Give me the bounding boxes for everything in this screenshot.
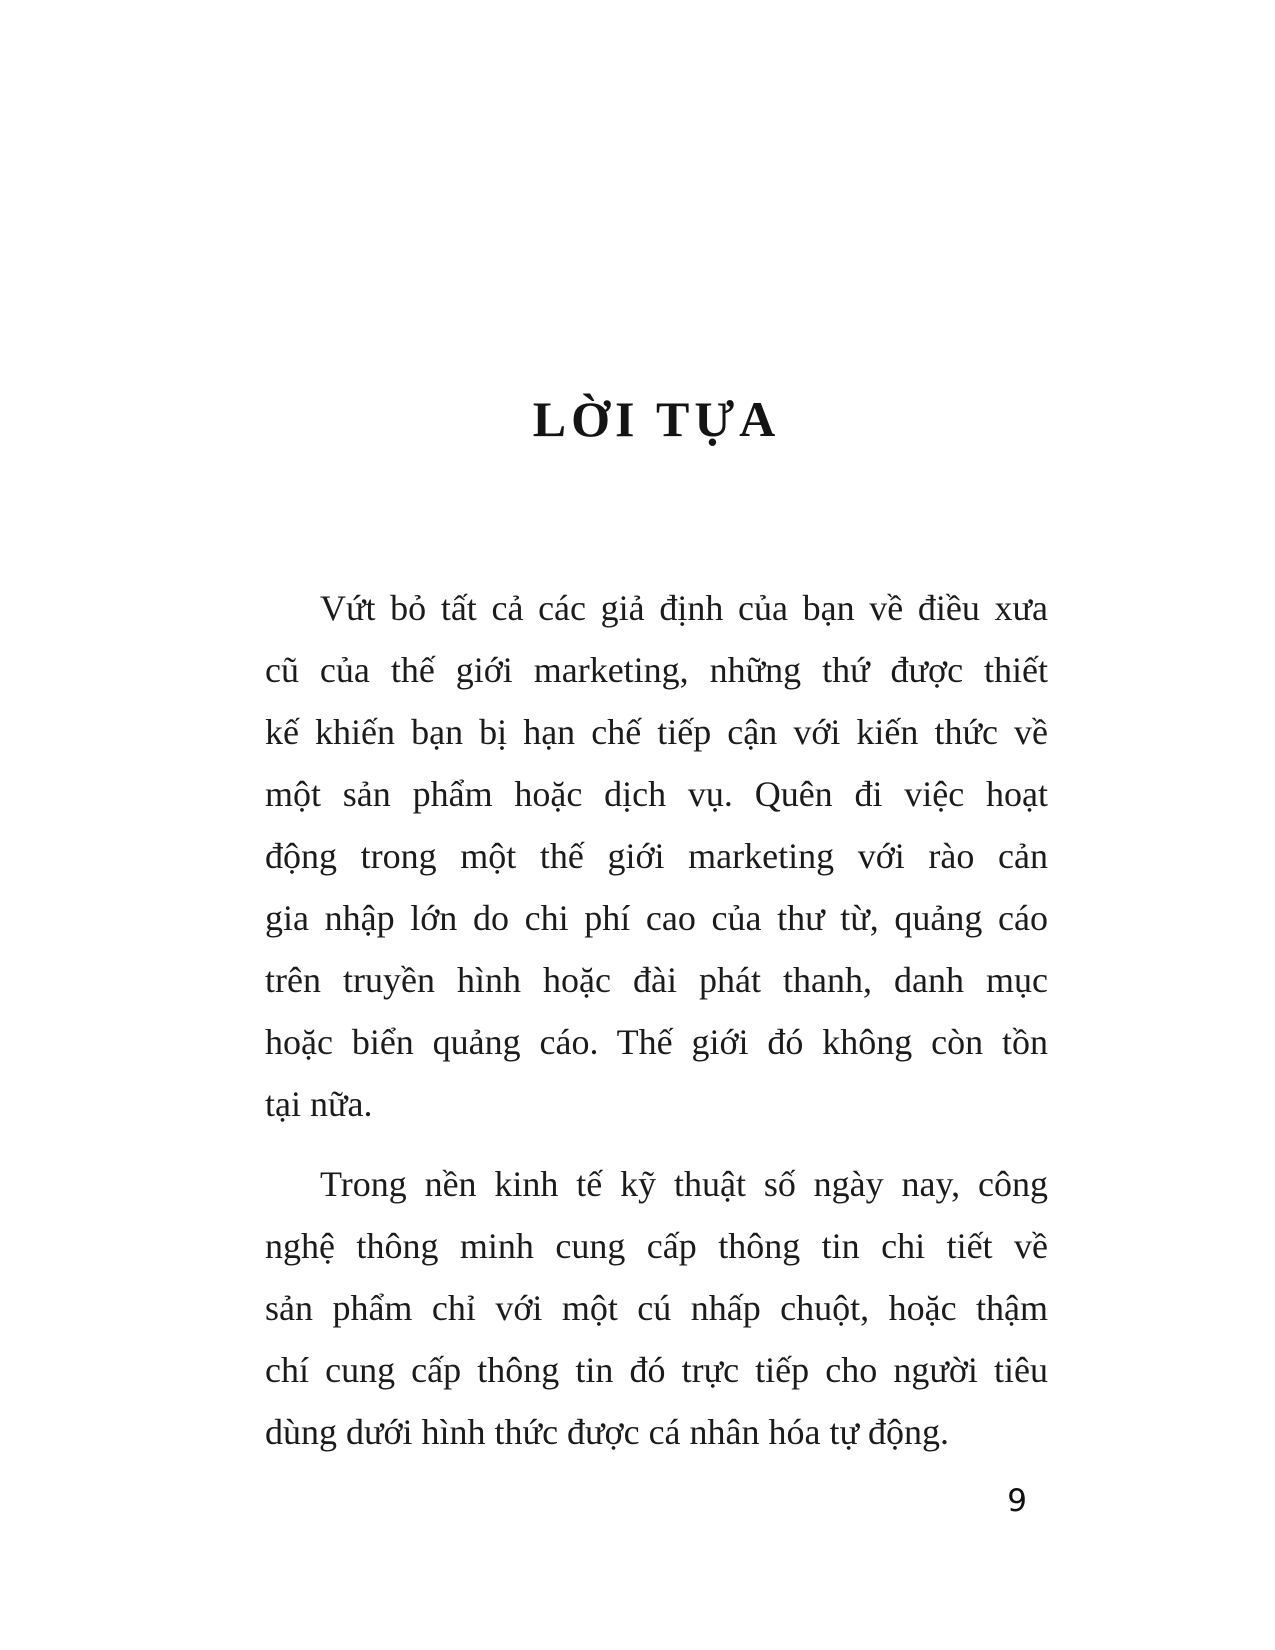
text-line: một sản phẩm hoặc dịch vụ. Quên đi việc hoạt — [265, 774, 1048, 814]
paragraph — [265, 1153, 1048, 1463]
text-line: chí cung cấp thông tin đó trực tiếp cho người tiêu — [265, 1350, 1048, 1390]
text-line: Trong nền kinh tế kỹ thuật số ngày nay, công — [320, 1164, 1048, 1204]
text-line: trên truyền hình hoặc đài phát thanh, danh mục — [265, 960, 1048, 1000]
paragraph — [265, 577, 1048, 1135]
text-line: dùng dưới hình thức được cá nhân hóa tự động. — [265, 1412, 949, 1452]
text-line: động trong một thế giới marketing với rào cản — [265, 836, 1048, 876]
chapter-title: LỜI TỰA — [532, 391, 781, 447]
text-line: kế khiến bạn bị hạn chế tiếp cận với kiến thức về — [265, 712, 1048, 752]
text-line: hoặc biển quảng cáo. Thế giới đó không còn tồn — [265, 1022, 1048, 1062]
body-text — [265, 577, 1048, 1481]
text-line: nghệ thông minh cung cấp thông tin chi tiết về — [265, 1226, 1048, 1266]
text-line: sản phẩm chỉ với một cú nhấp chuột, hoặc thậm — [265, 1288, 1048, 1328]
page-number: 9 — [1007, 1483, 1027, 1519]
text-line: gia nhập lớn do chi phí cao của thư từ, quảng cáo — [265, 898, 1048, 938]
text-line: Vứt bỏ tất cả các giả định của bạn về điều xưa — [320, 588, 1048, 628]
text-line: cũ của thế giới marketing, những thứ được thiết — [265, 650, 1048, 690]
text-line: tại nữa. — [265, 1084, 373, 1124]
